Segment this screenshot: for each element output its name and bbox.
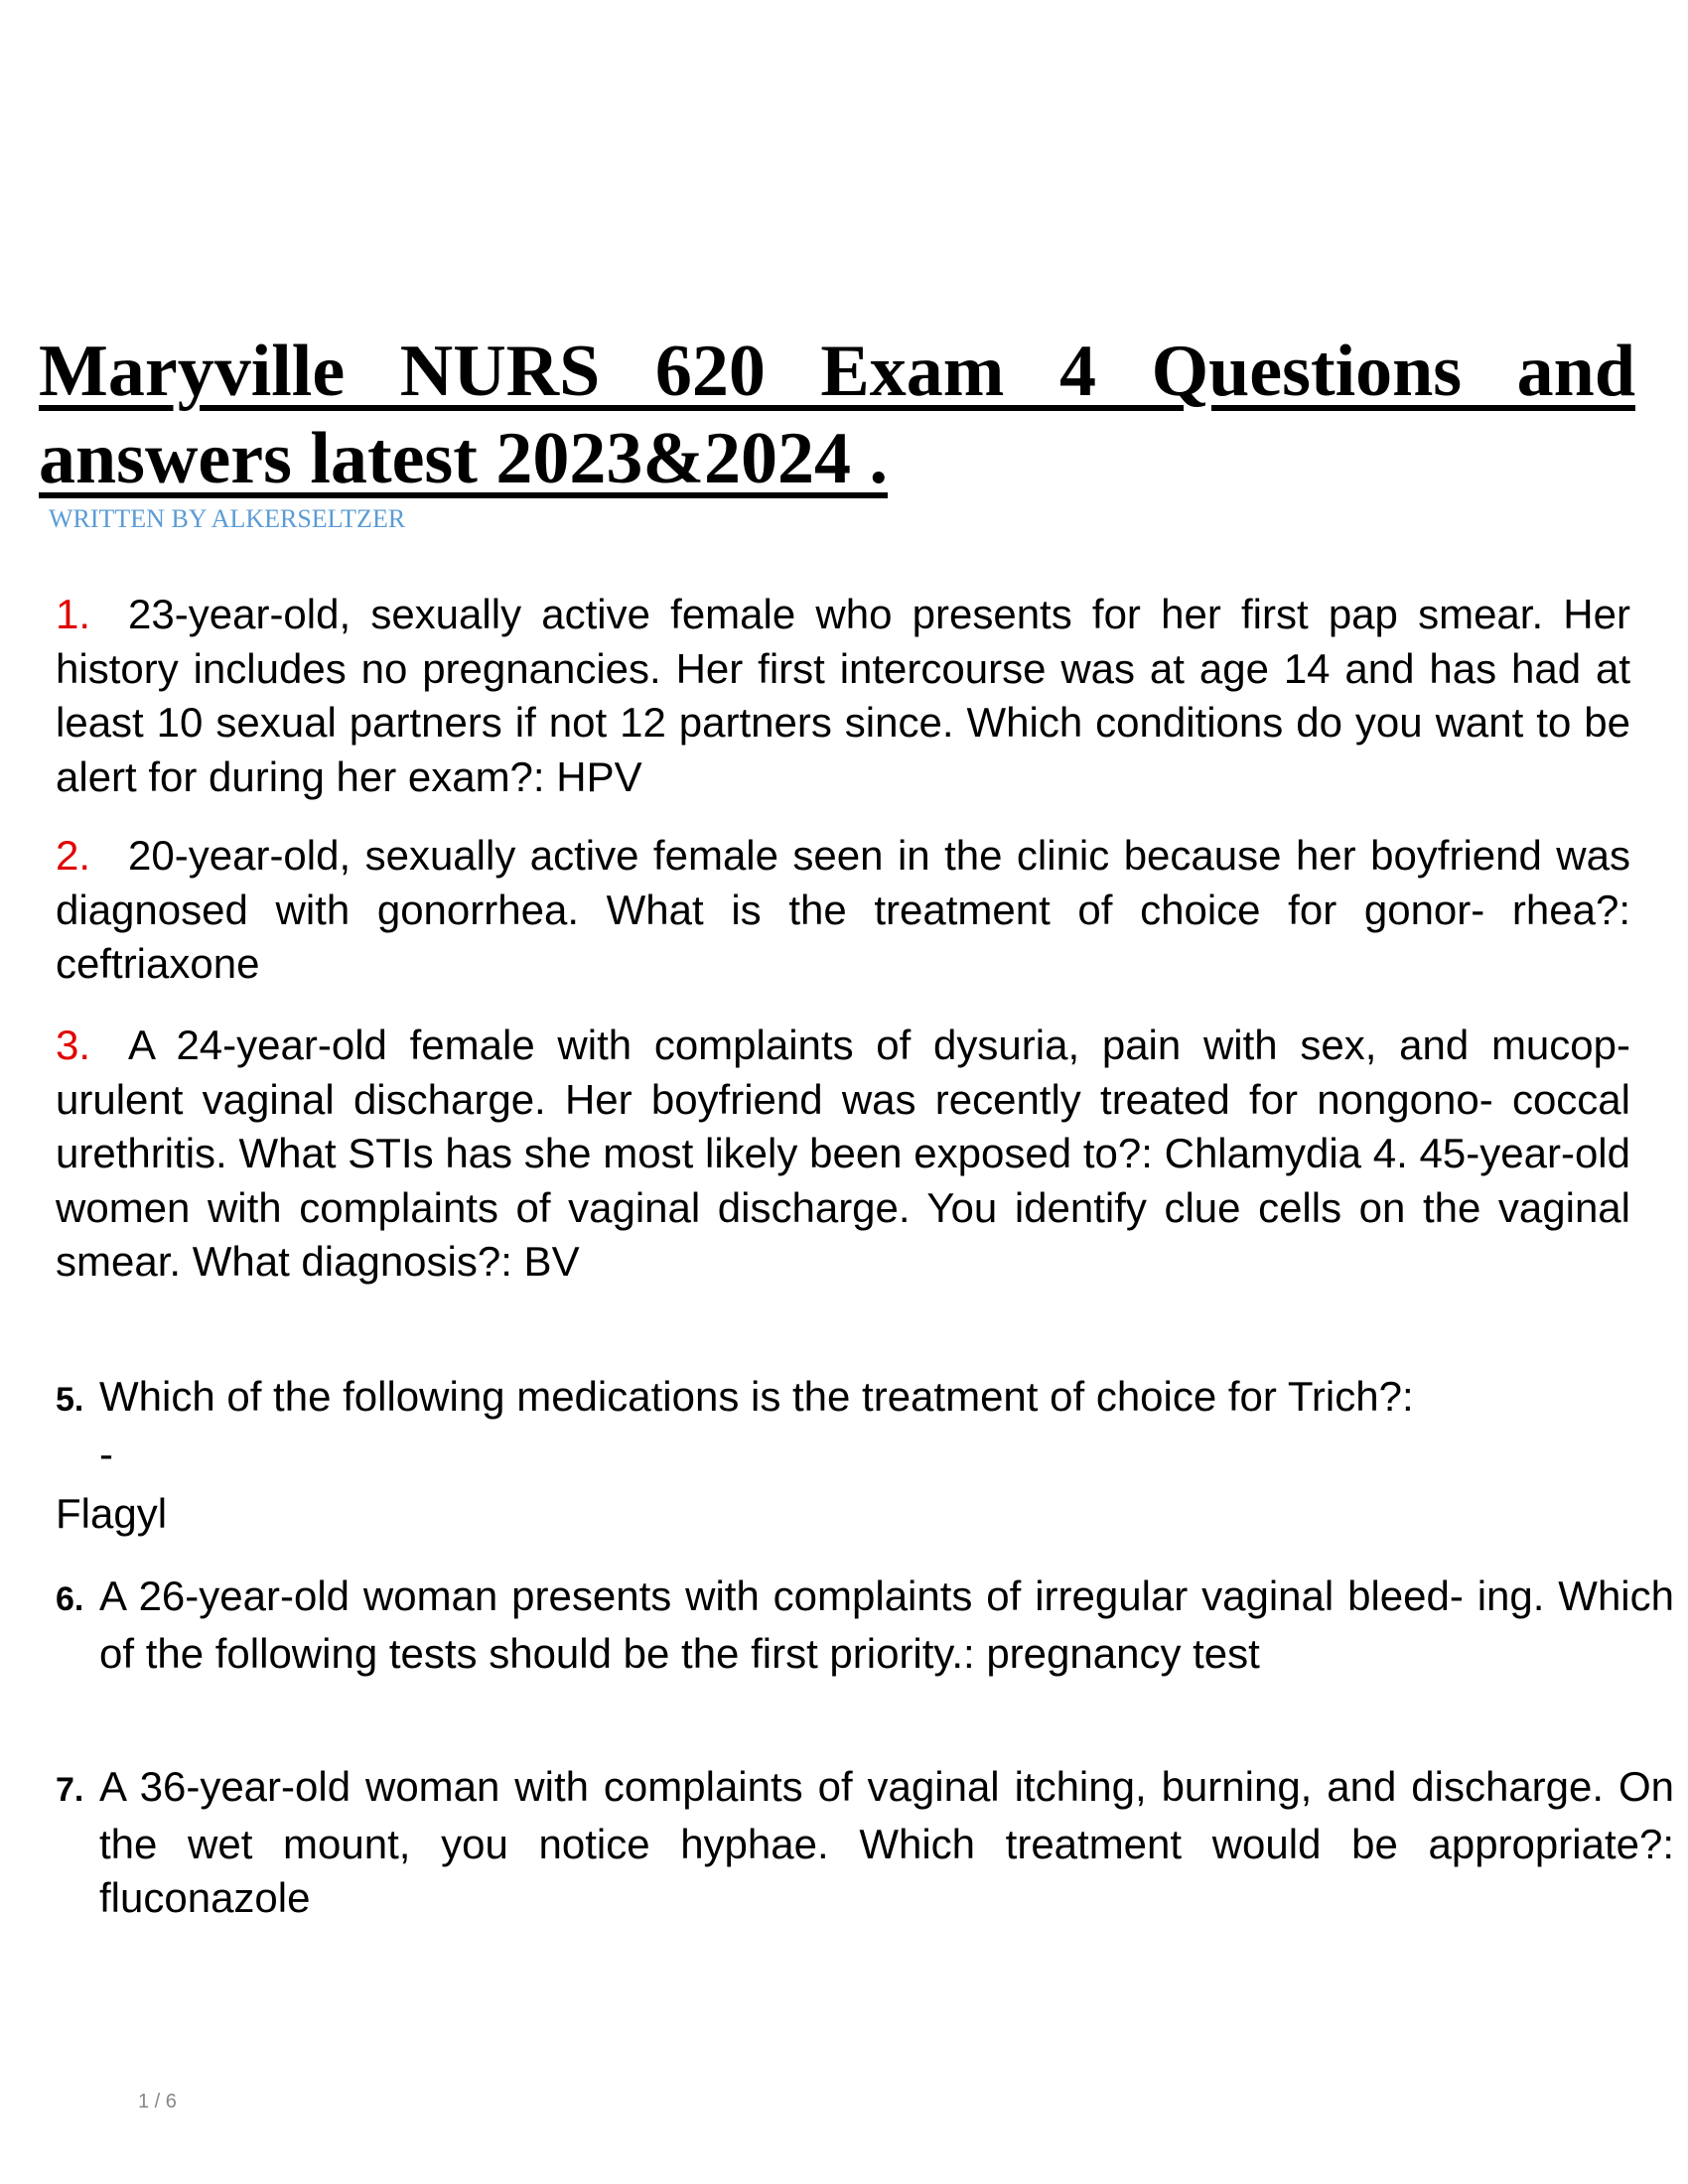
author-byline: WRITTEN BY ALKERSELTZER <box>49 504 406 533</box>
question-number: 5. <box>56 1381 84 1419</box>
question-text: A 24-year-old female with complaints of dysuria, pain with sex, and mucop- urulent vaginal discharge. Her boyfriend was recently treated for nongono- coccal urethritis. What STIs has she most likely been exposed to?: Chlamydia 4. 45-year-old women with complaints of vaginal discharge. You identify clue cells on the vaginal smear. What diagnosis?: BV <box>56 1022 1630 1285</box>
question-text: A 26-year-old woman presents with complaints of irregular vaginal bleed- ing. Which of the following tests should be the first priority.: pregnancy test <box>99 1572 1674 1677</box>
question-5-answer: Flagyl <box>56 1490 168 1537</box>
question-number: 2. <box>56 832 91 879</box>
document-title <box>39 328 1635 502</box>
question-text: 23-year-old, sexually active female who presents for her first pap smear. Her history includes no pregnancies. Her first intercourse was at age 14 and has had at least 10 sexual partners if not 12 partners since. Which conditions do you want to be alert for during her exam?: HPV <box>56 591 1630 800</box>
question-3 <box>56 1019 1630 1290</box>
question-number: 7. <box>56 1771 84 1809</box>
question-text: Which of the following medications is the treatment of choice for Trich?: <box>99 1373 1414 1420</box>
question-2 <box>56 829 1630 992</box>
dash: - <box>99 1430 113 1477</box>
question-5 <box>56 1370 1674 1481</box>
question-1 <box>56 588 1630 804</box>
page-indicator: 1 / 6 <box>138 2091 177 2113</box>
question-number: 1. <box>56 591 91 637</box>
question-number: 3. <box>56 1022 91 1068</box>
question-6 <box>56 1570 1674 1681</box>
title-text: Maryville NURS 620 Exam 4 Questions and answers latest 2023&2024 . <box>39 331 1635 499</box>
question-7 <box>56 1760 1674 1926</box>
question-text: 20-year-old, sexually active female seen in the clinic because her boyfriend was diagnosed with gonorrhea. What is the treatment of choice for gonor- rhea?: ceftriaxone <box>56 832 1630 987</box>
question-number: 6. <box>56 1580 84 1618</box>
question-text: A 36-year-old woman with complaints of vaginal itching, burning, and discharge. On the wet mount, you notice hyphae. Which treatment would be appropriate?: fluconazole <box>99 1763 1674 1921</box>
